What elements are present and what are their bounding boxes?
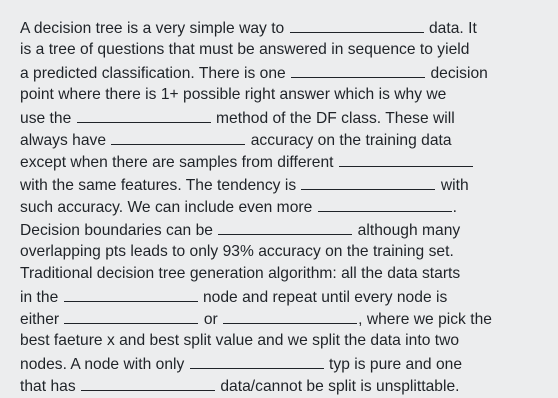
passage-text: although many [353,221,461,239]
answer-blank [291,62,425,78]
passage-line [20,286,538,308]
passage-line [20,219,538,241]
passage-text: with [436,176,469,194]
passage-line [20,308,538,330]
passage-line [20,174,538,196]
passage-line [20,330,538,352]
answer-blank [77,107,211,123]
passage-line [20,107,538,129]
fill-in-the-blank-passage [20,17,538,398]
answer-blank [301,174,435,190]
passage-text: such accuracy. We can include even more [20,199,317,217]
answer-blank [64,286,198,302]
passage-text: with the same features. The tendency is [20,176,301,194]
passage-line [20,263,538,285]
passage-text: overlapping pts leads to only 93% accuracy on the training set. [20,242,454,260]
answer-blank [218,219,352,235]
passage-text: in the [20,288,63,306]
passage-text: except when there are samples from different [20,154,338,172]
passage-line [20,196,538,218]
passage-text: , where we pick the [358,311,492,329]
passage-text: typ is pure and one [324,355,463,373]
passage-line [20,62,538,84]
passage-text: either [20,311,64,329]
passage-text: . [452,199,458,217]
passage-line [20,129,538,151]
passage-line [20,84,538,106]
passage-text: or [199,311,223,329]
answer-blank [223,308,357,324]
passage-line [20,375,538,397]
passage-text: is a tree of questions that must be answered in sequence to yield [20,41,470,59]
passage-line [20,151,538,173]
passage-text: a predicted classification. There is one [20,64,291,82]
answer-blank [318,196,452,212]
answer-blank [64,308,198,324]
passage-text: decision [426,64,488,82]
passage-text: best faeture x and best split value and we split the data into two [20,332,460,350]
passage-text: always have [20,131,111,149]
passage-text: Traditional decision tree generation algorithm: all the data starts [20,265,461,283]
passage-text: node and repeat until every node is [198,288,448,306]
passage-text: A decision tree is a very simple way to [20,20,289,37]
passage-text: that has [20,378,80,396]
passage-text: nodes. A node with only [20,355,189,373]
passage-text: data. It [424,20,477,37]
passage-text: data/cannot be split is unsplittable. [216,378,460,396]
answer-blank [290,17,424,33]
passage-line [20,39,538,61]
passage-text: method of the DF class. These will [211,109,455,127]
answer-blank [81,375,215,391]
passage-line [20,353,538,375]
passage-line [20,17,538,39]
answer-blank [111,129,245,145]
passage-text: accuracy on the training data [246,131,452,149]
passage-line [20,241,538,263]
passage-text: point where there is 1+ possible right answer which is why we [20,86,447,104]
passage-text: Decision boundaries can be [20,221,218,239]
passage-text: use the [20,109,76,127]
answer-blank [190,353,324,369]
answer-blank [339,151,473,167]
